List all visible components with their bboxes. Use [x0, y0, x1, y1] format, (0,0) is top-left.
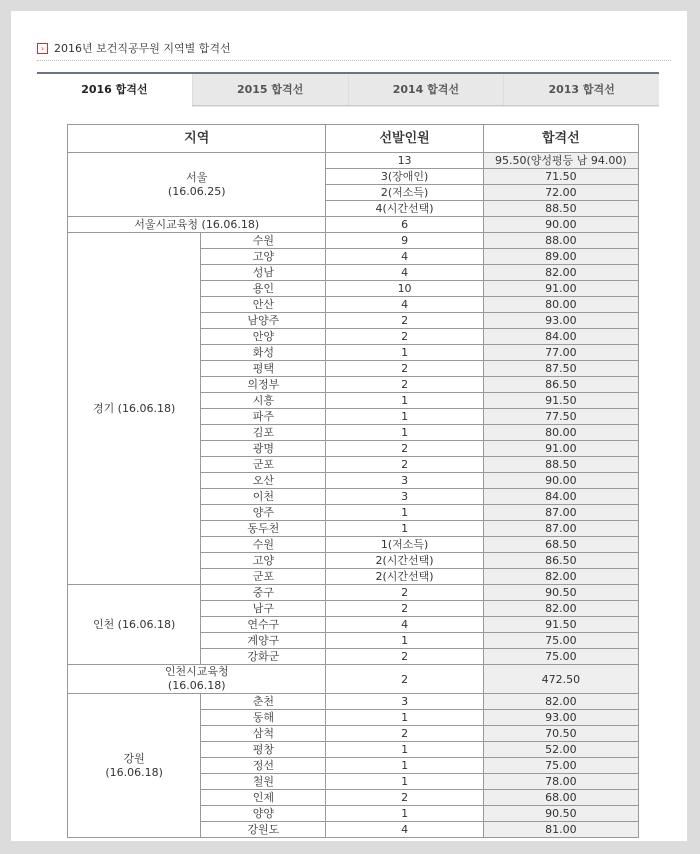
tab-2016[interactable]: 2016 합격선	[37, 74, 192, 107]
count-cell: 4(시간선택)	[326, 201, 483, 217]
count-cell: 1	[326, 758, 483, 774]
subregion-cell: 연수구	[201, 617, 326, 633]
cutoff-cell: 75.00	[483, 649, 638, 665]
count-cell: 1	[326, 345, 483, 361]
cutoff-cell: 88.00	[483, 233, 638, 249]
table-row	[68, 694, 639, 710]
count-cell: 10	[326, 281, 483, 297]
subregion-cell: 수원	[201, 233, 326, 249]
table-body	[68, 153, 639, 838]
count-cell: 4	[326, 822, 483, 838]
region-date: (16.06.18)	[167, 679, 226, 692]
cutoff-cell: 87.50	[483, 361, 638, 377]
cutoff-cell: 75.00	[483, 633, 638, 649]
count-cell: 1	[326, 521, 483, 537]
cutoff-cell: 82.00	[483, 601, 638, 617]
table-row	[68, 585, 639, 601]
region-name: 서울시교육청 (16.06.18)	[134, 217, 260, 231]
header-region: 지역	[68, 125, 326, 153]
count-cell: 2	[326, 457, 483, 473]
subregion-cell: 오산	[201, 473, 326, 489]
title-divider	[37, 60, 671, 61]
subregion-cell: 평택	[201, 361, 326, 377]
count-cell: 2	[326, 665, 483, 694]
cutoff-cell: 87.00	[483, 505, 638, 521]
cutoff-cell: 91.50	[483, 617, 638, 633]
content-frame	[11, 11, 687, 841]
count-cell: 2	[326, 790, 483, 806]
cutoff-cell: 81.00	[483, 822, 638, 838]
cutoff-cell: 93.00	[483, 313, 638, 329]
cutoff-cell: 68.50	[483, 537, 638, 553]
cutoff-cell: 80.00	[483, 297, 638, 313]
cutoff-cell: 90.00	[483, 473, 638, 489]
tab-underline	[192, 105, 659, 106]
cutoff-cell: 80.00	[483, 425, 638, 441]
count-cell: 1	[326, 393, 483, 409]
subregion-cell: 정선	[201, 758, 326, 774]
region-name: 경기 (16.06.18)	[92, 401, 176, 415]
cutoff-cell: 82.00	[483, 694, 638, 710]
cutoff-cell: 77.00	[483, 345, 638, 361]
region-cell	[68, 694, 201, 838]
count-cell: 2	[326, 361, 483, 377]
region-cell	[68, 585, 201, 665]
table-row	[68, 153, 639, 169]
cutoff-cell: 82.00	[483, 265, 638, 281]
count-cell: 2	[326, 313, 483, 329]
tab-2013[interactable]: 2013 합격선	[503, 74, 659, 107]
count-cell: 1	[326, 806, 483, 822]
cutoff-cell: 89.00	[483, 249, 638, 265]
cutoff-cell: 88.50	[483, 457, 638, 473]
subregion-cell: 고양	[201, 249, 326, 265]
count-cell: 2	[326, 377, 483, 393]
cutoff-cell: 472.50	[483, 665, 638, 694]
subregion-cell: 평창	[201, 742, 326, 758]
count-cell: 6	[326, 217, 483, 233]
count-cell: 4	[326, 265, 483, 281]
count-cell: 4	[326, 617, 483, 633]
region-name: 강원	[123, 751, 145, 765]
cutoff-cell: 68.00	[483, 790, 638, 806]
subregion-cell: 동해	[201, 710, 326, 726]
count-cell: 3	[326, 694, 483, 710]
subregion-cell: 군포	[201, 569, 326, 585]
tab-2014[interactable]: 2014 합격선	[348, 74, 504, 107]
cutoff-cell: 82.00	[483, 569, 638, 585]
region-name: 서울	[186, 170, 208, 184]
subregion-cell: 화성	[201, 345, 326, 361]
cutoff-cell: 52.00	[483, 742, 638, 758]
region-cell	[68, 217, 326, 233]
count-cell: 2	[326, 601, 483, 617]
cutoff-cell: 84.00	[483, 489, 638, 505]
count-cell: 2(시간선택)	[326, 569, 483, 585]
subregion-cell: 철원	[201, 774, 326, 790]
cutoff-cell: 91.00	[483, 441, 638, 457]
count-cell: 2	[326, 441, 483, 457]
subregion-cell: 시흥	[201, 393, 326, 409]
subregion-cell: 의정부	[201, 377, 326, 393]
subregion-cell: 양양	[201, 806, 326, 822]
table-row	[68, 217, 639, 233]
cutoff-cell: 90.50	[483, 585, 638, 601]
count-cell: 1	[326, 742, 483, 758]
count-cell: 1	[326, 409, 483, 425]
subregion-cell: 인제	[201, 790, 326, 806]
cutoff-cell: 91.50	[483, 393, 638, 409]
count-cell: 2	[326, 726, 483, 742]
region-name: 인천 (16.06.18)	[92, 617, 176, 631]
subregion-cell: 김포	[201, 425, 326, 441]
region-name: 인천시교육청	[164, 665, 229, 678]
count-cell: 4	[326, 249, 483, 265]
subregion-cell: 강원도	[201, 822, 326, 838]
count-cell: 2	[326, 585, 483, 601]
cutoff-cell: 91.00	[483, 281, 638, 297]
subregion-cell: 양주	[201, 505, 326, 521]
cutoff-cell: 84.00	[483, 329, 638, 345]
count-cell: 2	[326, 649, 483, 665]
cutoff-cell: 87.00	[483, 521, 638, 537]
subregion-cell: 춘천	[201, 694, 326, 710]
count-cell: 3	[326, 489, 483, 505]
count-cell: 3	[326, 473, 483, 489]
cutoff-cell: 95.50(양성평등 남 94.00)	[483, 153, 638, 169]
cutoff-cell: 78.00	[483, 774, 638, 790]
tab-2015[interactable]: 2015 합격선	[192, 74, 348, 107]
cutoff-cell: 72.00	[483, 185, 638, 201]
subregion-cell: 남구	[201, 601, 326, 617]
count-cell: 2(시간선택)	[326, 553, 483, 569]
table-row	[68, 665, 639, 694]
header-cutoff: 합격선	[483, 125, 638, 153]
table-header-row	[68, 125, 639, 153]
subregion-cell: 고양	[201, 553, 326, 569]
count-cell: 1	[326, 425, 483, 441]
subregion-cell: 파주	[201, 409, 326, 425]
subregion-cell: 계양구	[201, 633, 326, 649]
subregion-cell: 수원	[201, 537, 326, 553]
subregion-cell: 강화군	[201, 649, 326, 665]
subregion-cell: 안산	[201, 297, 326, 313]
cutoff-cell: 93.00	[483, 710, 638, 726]
count-cell: 2(저소득)	[326, 185, 483, 201]
page-title-text: 2016년 보건직공무원 지역별 합격선	[54, 42, 231, 55]
region-date: (16.06.18)	[105, 765, 163, 779]
cutoff-cell: 70.50	[483, 726, 638, 742]
cutoff-cell: 90.00	[483, 217, 638, 233]
cutoff-cell: 77.50	[483, 409, 638, 425]
page-title	[37, 40, 231, 56]
subregion-cell: 중구	[201, 585, 326, 601]
count-cell: 9	[326, 233, 483, 249]
year-tabs	[37, 72, 659, 107]
cutoff-cell: 71.50	[483, 169, 638, 185]
subregion-cell: 남양주	[201, 313, 326, 329]
cutoff-cell: 86.50	[483, 553, 638, 569]
region-cell	[68, 153, 326, 217]
count-cell: 4	[326, 297, 483, 313]
header-count: 선발인원	[326, 125, 483, 153]
subregion-cell: 이천	[201, 489, 326, 505]
count-cell: 3(장애인)	[326, 169, 483, 185]
subregion-cell: 군포	[201, 457, 326, 473]
count-cell: 1	[326, 633, 483, 649]
region-cell	[68, 233, 201, 585]
subregion-cell: 용인	[201, 281, 326, 297]
region-date: (16.06.25)	[167, 184, 226, 198]
cutoff-cell: 75.00	[483, 758, 638, 774]
subregion-cell: 광명	[201, 441, 326, 457]
arrow-right-icon: ›	[37, 43, 48, 54]
cutoff-cell: 88.50	[483, 201, 638, 217]
count-cell: 1	[326, 710, 483, 726]
count-cell: 1(저소득)	[326, 537, 483, 553]
subregion-cell: 삼척	[201, 726, 326, 742]
subregion-cell: 동두천	[201, 521, 326, 537]
cutoff-cell: 86.50	[483, 377, 638, 393]
count-cell: 1	[326, 774, 483, 790]
count-cell: 1	[326, 505, 483, 521]
region-cell	[68, 665, 326, 694]
subregion-cell: 안양	[201, 329, 326, 345]
cutoff-table	[67, 124, 639, 838]
subregion-cell: 성남	[201, 265, 326, 281]
table-row	[68, 233, 639, 249]
cutoff-cell: 90.50	[483, 806, 638, 822]
count-cell: 13	[326, 153, 483, 169]
count-cell: 2	[326, 329, 483, 345]
